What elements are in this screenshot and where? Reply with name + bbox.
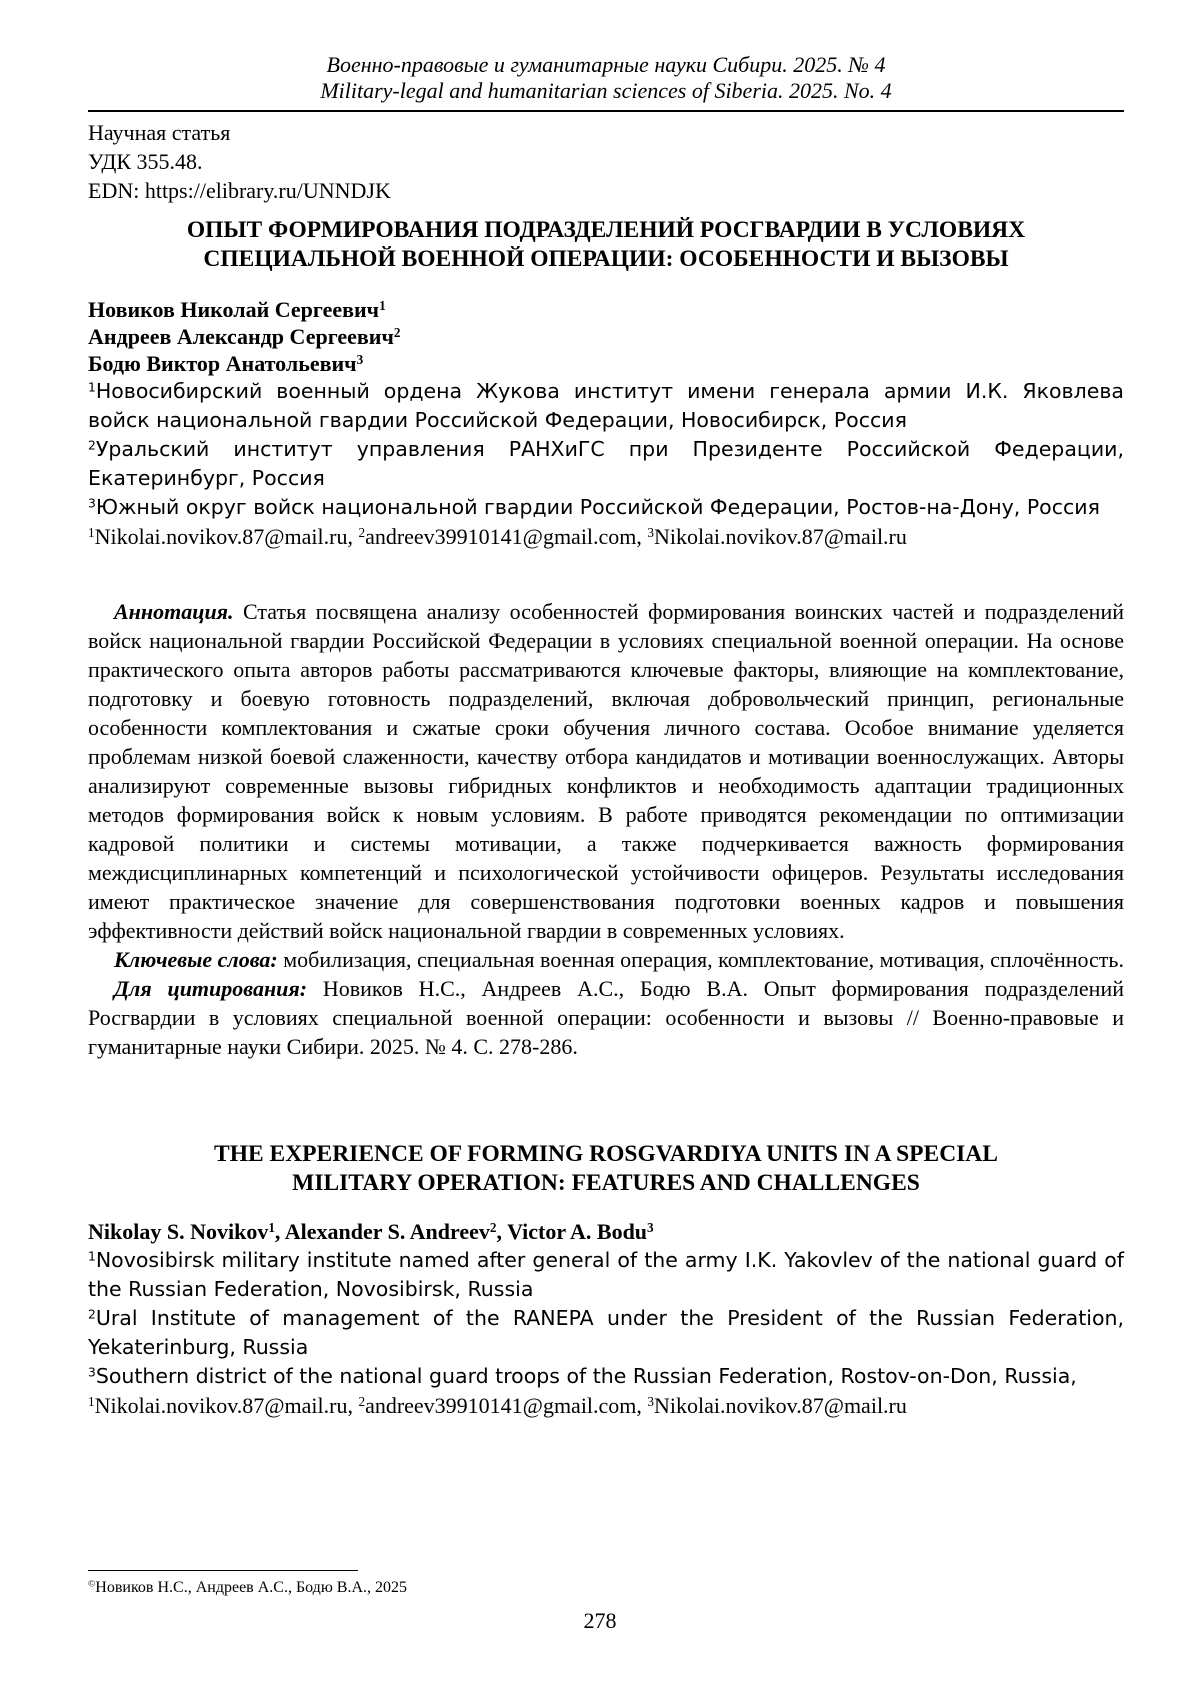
citation-label: Для цитирования: [114, 976, 308, 1001]
email-link[interactable]: Nikolai.novikov.87@mail.ru, [94, 524, 353, 549]
abstract-label: Аннотация. [114, 599, 234, 624]
author-name: Андреев Александр Сергеевич [88, 324, 394, 349]
article-meta [88, 118, 391, 205]
affiliation-ru: $^2$Уральский институт управления РАНХиГС при Президенте Российской Федерации, Екатеринбург, Россия [88, 437, 1124, 490]
citation [88, 974, 1124, 1061]
author-mark: 3 [356, 351, 364, 367]
article-title-en [88, 1140, 1124, 1198]
keywords-label: Ключевые слова: [114, 947, 278, 972]
affiliations-en [88, 1246, 1124, 1420]
author-ru [88, 350, 1124, 377]
journal-title-ru: Военно-правовые и гуманитарные науки Сибири. 2025. № 4 [326, 52, 886, 77]
author-ru [88, 296, 1124, 323]
affiliation-en: $^3$Southern district of the national guard troops of the Russian Federation, Rostov-on-Don, Russia, [88, 1364, 1077, 1388]
email-line: $^1$Nikolai.novikov.87@mail.ru, $^2$andreev39910141@gmail.com, $^3$Nikolai.novikov.87@mail.ru [88, 1393, 907, 1418]
author-ru [88, 323, 1124, 350]
affiliation-en: $^1$Novosibirsk military institute named after general of the army I.K. Yakovlev of the national guard of the Russian Federation, Novosibirsk, Russia [88, 1248, 1124, 1301]
page-number: 278 [583, 1608, 617, 1633]
email-link[interactable]: andreev39910141@gmail.com, [365, 1393, 642, 1418]
title-ru-line-1: ОПЫТ ФОРМИРОВАНИЯ ПОДРАЗДЕЛЕНИЙ РОСГВАРДИИ В УСЛОВИЯХ [186, 217, 1026, 243]
footnote-rule [88, 1570, 358, 1571]
running-header [88, 52, 1124, 104]
citation-text: Новиков Н.С., Андреев А.С., Бодю В.А. Опыт формирования подразделений Росгвардии в условиях специальной военной операции: особенности и вызовы // Военно-правовые и гуманитарные науки Сибири. 2025. № 4. С. 278-286. [88, 976, 1124, 1059]
author-name: Новиков Николай Сергеевич [88, 297, 380, 322]
copyright-text: Новиков Н.С., Андреев А.С., Бодю В.А., 2025 [95, 1579, 407, 1596]
email-line: $^1$Nikolai.novikov.87@mail.ru, $^2$andreev39910141@gmail.com, $^3$Nikolai.novikov.87@mail.ru [88, 524, 907, 549]
copyright-footnote [88, 1578, 407, 1598]
keywords [88, 945, 1124, 974]
edn-link[interactable]: EDN: https://elibrary.ru/UNNDJK [88, 178, 391, 203]
author-en: Alexander S. Andreev$^2$, [284, 1219, 508, 1244]
author-en: Victor A. Bodu$^3$ [507, 1219, 654, 1244]
abstract [88, 597, 1124, 945]
article-title-ru [88, 216, 1124, 274]
authors-en [88, 1218, 1124, 1245]
article-type: Научная статья [88, 120, 231, 145]
email-link[interactable]: Nikolai.novikov.87@mail.ru [654, 1393, 907, 1418]
email-link[interactable]: andreev39910141@gmail.com, [365, 524, 642, 549]
udc-code: УДК 355.48. [88, 149, 203, 174]
keywords-text: мобилизация, специальная военная операция, комплектование, мотивация, сплочённость. [283, 947, 1124, 972]
author-name: Бодю Виктор Анатольевич [88, 351, 357, 376]
copyright-mark: © [88, 1578, 96, 1590]
author-en: Nikolay S. Novikov$^1$, [88, 1219, 285, 1244]
author-mark: 2 [393, 324, 401, 340]
journal-title-en: Military-legal and humanitarian sciences of Siberia. 2025. No. 4 [320, 78, 892, 103]
author-mark: 1 [379, 297, 386, 313]
authors-ru [88, 296, 1124, 377]
affiliations-ru [88, 377, 1124, 551]
affiliation-ru: $^3$Южный округ войск национальной гвардии Российской Федерации, Ростов-на-Дону, Россия [88, 495, 1100, 519]
title-ru-line-2: СПЕЦИАЛЬНОЙ ВОЕННОЙ ОПЕРАЦИИ: ОСОБЕННОСТИ И ВЫЗОВЫ [203, 246, 1009, 272]
affiliation-en: $^2$Ural Institute of management of the RANEPA under the President of the Russian Federation, Yekaterinburg, Russia [88, 1306, 1124, 1359]
title-en-line-1: THE EXPERIENCE OF FORMING ROSGVARDIYA UNITS IN A SPECIAL [214, 1141, 998, 1167]
title-en-line-2: MILITARY OPERATION: FEATURES AND CHALLENGES [292, 1170, 920, 1196]
email-link[interactable]: Nikolai.novikov.87@mail.ru, [94, 1393, 353, 1418]
abstract-text: Статья посвящена анализу особенностей формирования воинских частей и подразделений войск национальной гвардии Российской Федерации в условиях специальной военной операции. На основе практического опыта авторов работы рассматриваются ключевые факторы, влияющие на комплектование, подготовку и боевую готовность подразделений, включая добровольческий принцип, региональные особенности комплектования и сжатые сроки обучения личного состава. Особое внимание уделяется проблемам низкой боевой слаженности, качеству отбора кандидатов и мотивации военнослужащих. Авторы анализируют современные вызовы гибридных конфликтов и необходимость адаптации традиционных методов формирования войск к новым условиям. В работе приводятся рекомендации по оптимизации кадровой политики и системы мотивации, а также подчеркивается важность формирования междисциплинарных компетенций и психологической устойчивости офицеров. Результаты исследования имеют практическое значение для совершенствования подготовки военных кадров и повышения эффективности действий войск национальной гвардии в современных условиях. [88, 599, 1124, 943]
header-rule [88, 110, 1124, 112]
affiliation-ru: $^1$Новосибирский военный ордена Жукова институт имени генерала армии И.К. Яковлева войск национальной гвардии Российской Федерации, Новосибирск, Россия [88, 379, 1124, 432]
abstract-block [88, 597, 1124, 1061]
email-link[interactable]: Nikolai.novikov.87@mail.ru [654, 524, 907, 549]
